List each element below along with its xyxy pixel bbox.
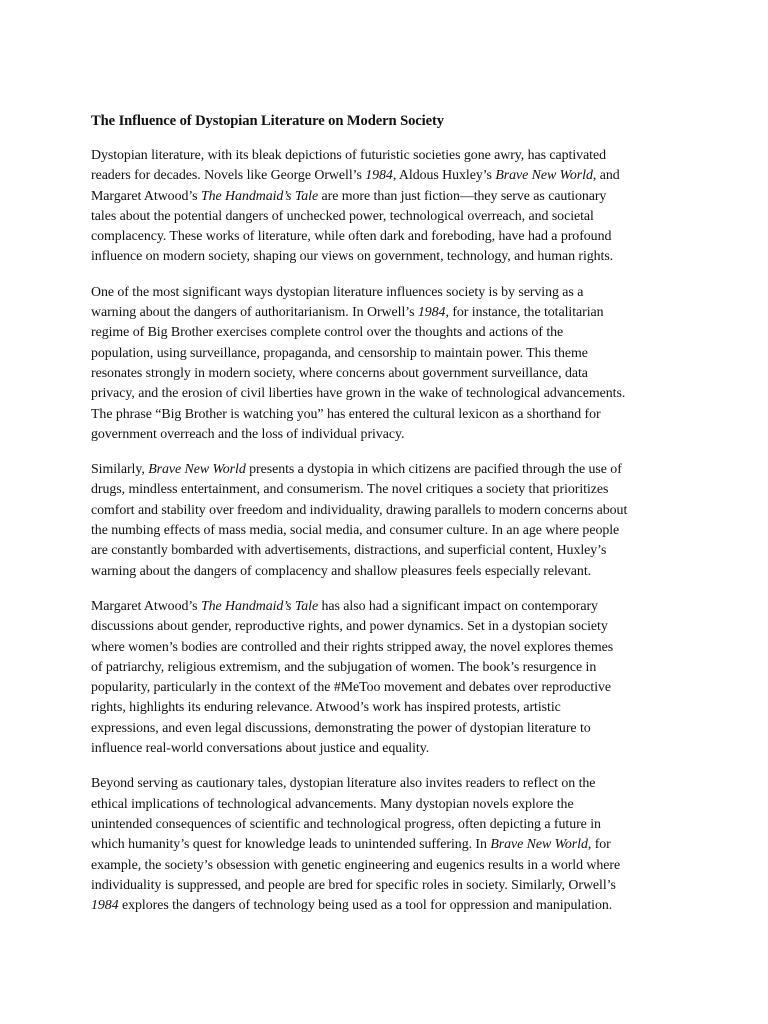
text-line (91, 405, 691, 425)
text-run: , Aldous Huxley’s (392, 168, 496, 184)
text-line (91, 698, 691, 718)
text-line (91, 896, 691, 916)
text-line (91, 501, 691, 521)
text-line (91, 521, 691, 541)
text-run: privacy, and the erosion of civil liberties have grown in the wake of technological advancements. (91, 386, 626, 402)
text-line (91, 227, 691, 247)
text-run: , for (587, 837, 611, 853)
text-run: expressions, and even legal discussions, demonstrating the power of dystopian literature to (91, 720, 591, 736)
text-run: ethical implications of technological advancements. Many dystopian novels explore the (91, 796, 574, 812)
italic-title: 1984 (91, 898, 119, 914)
text-run: Margaret Atwood’s (91, 598, 201, 614)
italic-title: Brave New World (490, 837, 588, 853)
document-title: The Influence of Dystopian Literature on Modern Society (91, 113, 444, 129)
italic-title: 1984 (365, 168, 393, 184)
text-line (91, 344, 691, 364)
text-line (91, 638, 691, 658)
italic-title: 1984 (417, 305, 446, 321)
text-line (91, 303, 691, 323)
text-line (91, 364, 691, 384)
text-run: Dystopian literature, with its bleak depictions of futuristic societies gone awry, has captivated (91, 148, 607, 163)
text-run: The phrase “Big Brother is watching you” has entered the cultural lexicon as a shorthand for (91, 406, 601, 422)
text-run: One of the most significant ways dystopian literature influences society is by serving as a (91, 284, 584, 300)
text-run: resonates strongly in modern society, where concerns about government surveillance, data (91, 365, 588, 381)
text-run: comfort and stability over freedom and individuality, drawing parallels to modern concerns about (91, 502, 628, 518)
text-line (91, 146, 691, 166)
text-line (91, 856, 691, 876)
text-run: individuality is suppressed, and people are bred for specific roles in society. Similarly, Orwell’s (91, 877, 616, 893)
text-line (91, 795, 691, 815)
text-run: where women’s bodies are controlled and their rights stripped away, the novel explores themes (91, 639, 614, 655)
text-line (91, 187, 691, 207)
text-run: Margaret Atwood’s (91, 188, 201, 204)
text-run: population, using surveillance, propaganda, and censorship to maintain power. This theme (91, 345, 588, 361)
text-run: readers for decades. Novels like George Orwell’s (91, 168, 366, 184)
text-run: popularity, particularly in the context of the #MeToo movement and debates over reproductive (91, 680, 612, 696)
text-line (91, 739, 691, 759)
text-line (91, 247, 691, 267)
text-line (91, 562, 691, 582)
italic-title: The Handmaid’s Tale (200, 598, 319, 614)
text-line (91, 597, 691, 617)
text-line (91, 835, 691, 855)
text-run: are more than just fiction—they serve as cautionary (318, 188, 607, 204)
text-run: which humanity’s quest for knowledge leads to unintended suffering. In (91, 837, 491, 853)
text-line (91, 384, 691, 404)
text-line (91, 166, 691, 186)
text-run: complacency. These works of literature, while often dark and foreboding, have had a profound (91, 229, 612, 245)
text-run: , for instance, the totalitarian (445, 305, 604, 321)
text-run: unintended consequences of scientific and technological progress, often depicting a future in (91, 816, 601, 832)
text-line (91, 323, 691, 343)
italic-title: The Handmaid’s Tale (200, 188, 319, 204)
paragraph-1 (91, 146, 691, 268)
document-page (91, 111, 691, 916)
text-run: example, the society’s obsession with genetic engineering and eugenics results in a world where (91, 857, 621, 873)
text-run: presents a dystopia in which citizens are pacified through the use of (245, 462, 622, 478)
text-run: government overreach and the loss of individual privacy. (91, 426, 405, 442)
paragraph-3 (91, 460, 691, 582)
text-run: , and (592, 168, 620, 184)
text-line (91, 460, 691, 480)
text-run: drugs, mindless entertainment, and consumerism. The novel critiques a society that prioritizes (91, 482, 609, 498)
text-line (91, 815, 691, 835)
text-run: Beyond serving as cautionary tales, dystopian literature also invites readers to reflect on the (91, 776, 596, 792)
text-run: warning about the dangers of complacency and shallow pleasures feels especially relevant. (91, 563, 592, 579)
text-run: rights, highlights its enduring relevance. Atwood’s work has inspired protests, artistic (91, 700, 561, 716)
text-line (91, 678, 691, 698)
italic-title: Brave New World (495, 168, 593, 184)
text-run: tales about the potential dangers of unchecked power, technological overreach, and societal (91, 208, 594, 224)
text-line (91, 480, 691, 500)
text-run: warning about the dangers of authoritarianism. In Orwell’s (91, 305, 418, 321)
text-run: regime of Big Brother exercises complete control over the thoughts and actions of the (91, 325, 564, 341)
text-run: the numbing effects of mass media, social media, and consumer culture. In an age where people (91, 523, 620, 539)
document-body (91, 146, 691, 916)
text-line (91, 876, 691, 896)
text-line (91, 658, 691, 678)
text-run: has also had a significant impact on contemporary (318, 598, 598, 614)
text-run: influence real-world conversations about justice and equality. (91, 741, 430, 757)
text-run: are constantly bombarded with advertisements, distractions, and superficial content, Huxley’s (91, 543, 607, 559)
text-run: discussions about gender, reproductive rights, and power dynamics. Set in a dystopian society (91, 619, 608, 635)
text-run: Similarly, (91, 462, 149, 478)
paragraph-2 (91, 283, 691, 445)
text-line (91, 719, 691, 739)
paragraph-4 (91, 597, 691, 759)
text-run: of patriarchy, religious extremism, and the subjugation of women. The book’s resurgence in (91, 659, 597, 675)
italic-title: Brave New World (148, 462, 246, 478)
text-line (91, 774, 691, 794)
text-line (91, 617, 691, 637)
text-run: explores the dangers of technology being used as a tool for oppression and manipulation. (118, 898, 613, 914)
text-line (91, 541, 691, 561)
paragraph-5 (91, 774, 691, 916)
text-line (91, 207, 691, 227)
text-line (91, 425, 691, 445)
text-run: influence on modern society, shaping our views on government, technology, and human rights. (91, 249, 614, 265)
text-line (91, 283, 691, 303)
